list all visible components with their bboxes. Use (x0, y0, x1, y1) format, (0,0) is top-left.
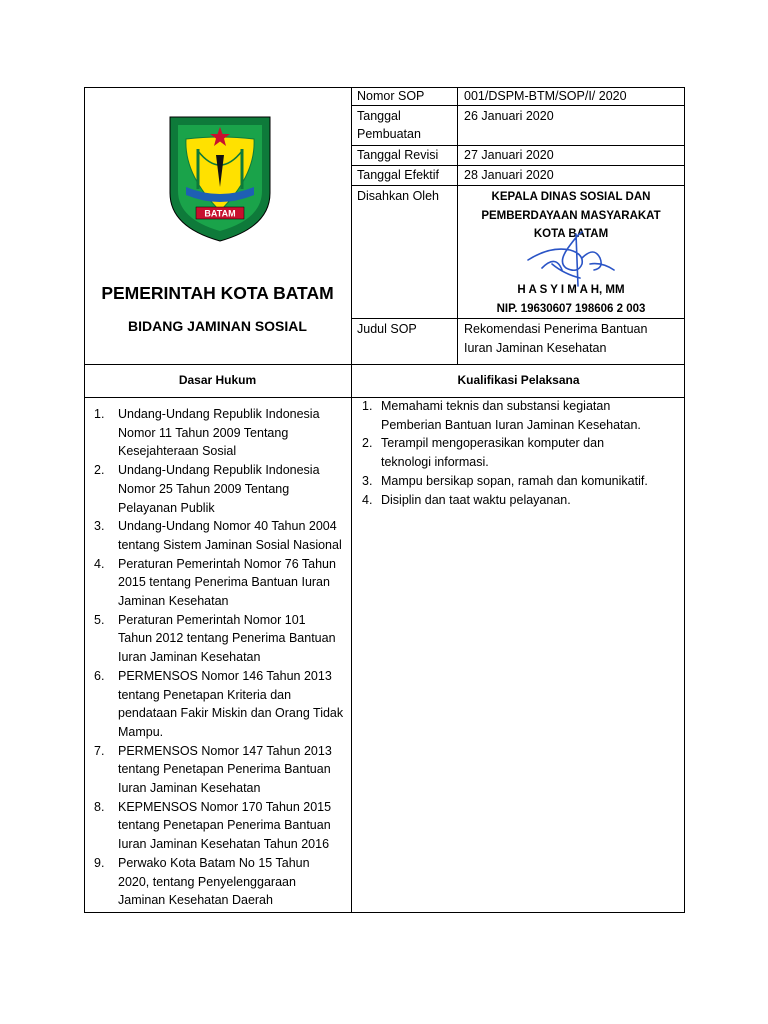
list-item-text-line: Nomor 25 Tahun 2009 Tentang (118, 481, 290, 496)
list-item-text-line: Iuran Jaminan Kesehatan (118, 650, 261, 665)
list-item-text-line: Undang-Undang Republik Indonesia (118, 463, 320, 478)
list-item-number: 4. (94, 556, 105, 571)
meta-row-line (351, 165, 685, 166)
logo-text: BATAM (204, 208, 236, 219)
list-item-text-line: PERMENSOS Nomor 146 Tahun 2013 (118, 668, 332, 683)
list-item-number: 8. (94, 799, 105, 814)
judul-sop-line-1: Rekomendasi Penerima Bantuan (464, 322, 648, 336)
tanggal-efektif-label: Tanggal Efektif (357, 168, 439, 182)
list-item-text-line: PERMENSOS Nomor 147 Tahun 2013 (118, 743, 332, 758)
list-item-text-line: Tahun 2012 tentang Penerima Bantuan (118, 631, 336, 646)
border-right (684, 87, 685, 913)
list-item-number: 3. (94, 519, 105, 534)
header-bottom-line (84, 364, 685, 365)
kualifikasi-list (352, 397, 684, 509)
list-item-text-line: Mampu bersikap sopan, ramah dan komunikatif. (381, 473, 648, 488)
approver-title-line-3: KOTA BATAM (533, 228, 609, 240)
judul-sop-line-2: Iuran Jaminan Kesehatan (464, 341, 607, 355)
meta-row-line (351, 105, 685, 106)
list-item (352, 472, 684, 491)
list-item (352, 397, 684, 434)
batam-emblem-logo (168, 115, 272, 243)
list-item-text-line: Peraturan Pemerintah Nomor 101 (118, 612, 306, 627)
list-item-text-line: tentang Sistem Jaminan Sosial Nasional (118, 537, 342, 552)
list-item-text-line: Iuran Jaminan Kesehatan Tahun 2016 (118, 837, 330, 852)
list-item (84, 854, 350, 910)
approver-name: H A S Y I M A H, MM (517, 284, 625, 296)
list-item-number: 6. (94, 668, 105, 683)
meta-row-line (351, 185, 685, 186)
list-item-text-line: Iuran Jaminan Kesehatan (118, 781, 261, 796)
list-item (84, 742, 350, 798)
org-name: PEMERINTAH KOTA BATAM (101, 283, 334, 303)
nomor-sop-label: Nomor SOP (357, 89, 425, 103)
division-name: BIDANG JAMINAN SOSIAL (128, 318, 307, 334)
list-item (352, 491, 684, 510)
judul-sop-label: Judul SOP (357, 322, 417, 336)
list-item (84, 555, 350, 611)
list-item-text-line: Kesejahteraan Sosial (118, 444, 237, 459)
kualifikasi-title: Kualifikasi Pelaksana (457, 373, 580, 387)
list-item-text-line: Jaminan Kesehatan Daerah (118, 893, 273, 908)
list-item-text-line: Memahami teknis dan substansi kegiatan (381, 399, 611, 413)
list-item-number: 5. (94, 612, 105, 627)
list-item-text-line: Jaminan Kesehatan (118, 594, 229, 609)
list-item-number: 7. (94, 743, 105, 758)
list-item-number: 3. (362, 473, 373, 488)
list-item-text-line: tentang Penetapan Penerima Bantuan (118, 762, 331, 777)
list-item-number: 2. (94, 463, 105, 478)
list-item-number: 1. (362, 399, 373, 413)
list-item-text-line: tentang Penetapan Kriteria dan (118, 687, 292, 702)
meta-row-line (351, 318, 685, 319)
list-item-text-line: Disiplin dan taat waktu pelayanan. (381, 492, 571, 507)
list-item (84, 667, 350, 742)
dasar-hukum-title: Dasar Hukum (178, 373, 257, 387)
list-item-text-line: Mampu. (118, 724, 164, 739)
list-item (84, 405, 350, 461)
list-item (84, 461, 350, 517)
list-item-number: 9. (94, 855, 105, 870)
tanggal-efektif-value: 28 Januari 2020 (464, 168, 554, 182)
list-item-number: 2. (362, 436, 373, 451)
list-item-text-line: Undang-Undang Republik Indonesia (118, 407, 320, 421)
list-item-text-line: Perwako Kota Batam No 15 Tahun (118, 855, 310, 870)
sop-document (84, 87, 685, 913)
approver-title-line-2: PEMBERDAYAAN MASYARAKAT (481, 210, 661, 222)
meta-row-line (351, 145, 685, 146)
list-item (352, 434, 684, 471)
dasar-hukum-list (84, 405, 350, 910)
list-item (84, 611, 350, 667)
list-item-text-line: Peraturan Pemerintah Nomor 76 Tahun (118, 556, 336, 571)
approver-nip: NIP. 19630607 198606 2 003 (496, 303, 646, 315)
disahkan-label: Disahkan Oleh (357, 189, 439, 203)
tanggal-revisi-value: 27 Januari 2020 (464, 148, 554, 162)
list-item-text-line: teknologi informasi. (381, 455, 489, 470)
nomor-sop-value: 001/DSPM-BTM/SOP/I/ 2020 (464, 89, 627, 103)
approver-title-line-1: KEPALA DINAS SOSIAL DAN (491, 191, 651, 203)
list-item-number: 4. (362, 492, 373, 507)
list-item (84, 517, 350, 554)
tanggal-pembuatan-value: 26 Januari 2020 (464, 109, 554, 123)
list-item (84, 798, 350, 854)
tanggal-pembuatan-label-2: Pembuatan (357, 127, 421, 141)
list-item-number: 1. (94, 407, 105, 421)
tanggal-pembuatan-label: Tanggal (357, 109, 401, 123)
border-bottom (84, 912, 685, 913)
list-item-text-line: 2015 tentang Penerima Bantuan Iuran (118, 575, 330, 590)
list-item-text-line: Pemberian Bantuan Iuran Jaminan Kesehatan. (381, 417, 641, 432)
list-item-text-line: Pelayanan Publik (118, 500, 215, 515)
list-item-text-line: pendataan Fakir Miskin dan Orang Tidak (118, 706, 344, 721)
list-item-text-line: tentang Penetapan Penerima Bantuan (118, 818, 331, 833)
list-item-text-line: Nomor 11 Tahun 2009 Tentang (118, 425, 289, 440)
list-item-text-line: Terampil mengoperasikan komputer dan (381, 436, 605, 451)
list-item-text-line: Undang-Undang Nomor 40 Tahun 2004 (118, 519, 337, 534)
list-item-text-line: KEPMENSOS Nomor 170 Tahun 2015 (118, 799, 332, 814)
tanggal-revisi-label: Tanggal Revisi (357, 148, 439, 162)
list-item-text-line: 2020, tentang Penyelenggaraan (118, 874, 296, 889)
